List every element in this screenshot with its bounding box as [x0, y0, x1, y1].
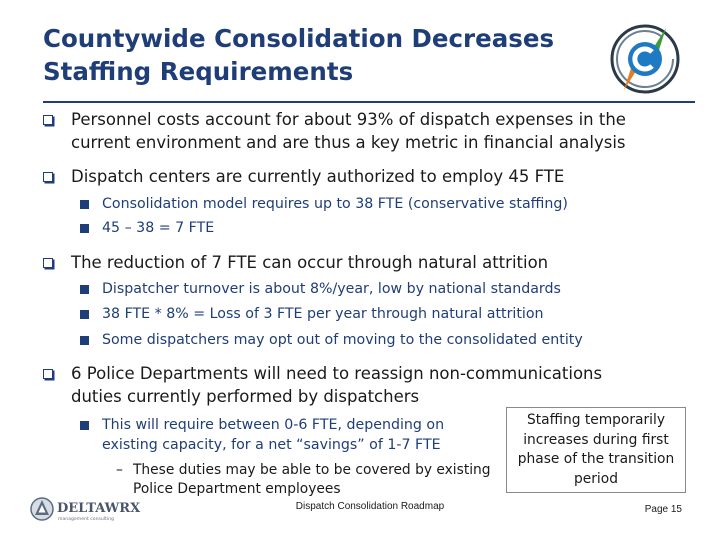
checkbox-bullet-icon — [43, 172, 53, 182]
sub-bullet-text: 38 FTE * 8% = Loss of 3 FTE per year through natural attrition — [102, 306, 544, 322]
dash-bullet: – — [116, 462, 123, 478]
bullet-text-line: duties currently performed by dispatchers — [71, 387, 420, 406]
bullet-text-line: current environment and are thus a key metric in financial analysis — [71, 133, 626, 152]
bullet-text-line: The reduction of 7 FTE can occur through natural attrition — [71, 253, 549, 272]
bullet-item — [43, 362, 602, 408]
checkbox-bullet-icon — [43, 369, 53, 379]
square-bullet-icon — [80, 421, 89, 430]
square-bullet-icon — [80, 224, 89, 233]
sub-bullet-text: existing capacity, for a net “savings” of 1-7 FTE — [102, 437, 441, 453]
bullet-item — [43, 251, 548, 274]
bullet-text-line: Dispatch centers are currently authorized to employ 45 FTE — [71, 167, 565, 186]
slide-title-line: Staffing Requirements — [43, 57, 354, 86]
checkbox-bullet-icon — [43, 258, 53, 268]
c-compass-logo-icon — [606, 20, 684, 98]
sub-bullet-text: Consolidation model requires up to 38 FTE (conservative staffing) — [102, 196, 568, 212]
sub-sub-bullet-text: These duties may be able to be covered by existing — [133, 462, 491, 478]
square-bullet-icon — [80, 336, 89, 345]
callout-text-line: increases during first — [523, 431, 669, 448]
callout-text-line: Staffing temporarily — [526, 412, 666, 428]
sub-bullet-text: 45 – 38 = 7 FTE — [102, 220, 215, 236]
slide-title-line: Countywide Consolidation Decreases — [43, 24, 555, 53]
checkbox-bullet-icon — [43, 115, 53, 125]
footer-logo-wordmark: DELTAWRX — [57, 501, 141, 516]
bullet-item — [43, 165, 564, 188]
bullet-item — [43, 108, 626, 154]
sub-bullet-item — [80, 194, 568, 214]
sub-bullet-text: Some dispatchers may opt out of moving to the consolidated entity — [102, 332, 583, 348]
bullet-text-line: Personnel costs account for about 93% of dispatch expenses in the — [71, 110, 626, 129]
sub-bullet-item — [80, 304, 544, 324]
sub-bullet-text: This will require between 0-6 FTE, depending on — [102, 417, 445, 433]
callout-box — [506, 407, 686, 493]
title-divider — [43, 101, 695, 103]
sub-bullet-item — [80, 415, 444, 455]
footer-logo-tagline: management consulting — [58, 517, 114, 522]
sub-bullet-item — [80, 218, 214, 238]
square-bullet-icon — [80, 285, 89, 294]
sub-sub-bullet-item — [116, 461, 491, 499]
sub-bullet-item — [80, 279, 561, 299]
sub-sub-bullet-text: Police Department employees — [133, 481, 341, 497]
page-number: Page 15 — [644, 504, 682, 515]
callout-text-line: phase of the transition — [517, 451, 675, 467]
slide-title — [43, 22, 603, 88]
square-bullet-icon — [80, 200, 89, 209]
bullet-text-line: 6 Police Departments will need to reassign non-communications — [71, 364, 603, 383]
square-bullet-icon — [80, 310, 89, 319]
footer-title: Dispatch Consolidation Roadmap — [295, 501, 445, 512]
callout-text-line: period — [574, 470, 618, 487]
deltawrx-logo-icon — [30, 494, 142, 524]
sub-bullet-item — [80, 330, 583, 350]
sub-bullet-text: Dispatcher turnover is about 8%/year, low by national standards — [102, 281, 561, 297]
